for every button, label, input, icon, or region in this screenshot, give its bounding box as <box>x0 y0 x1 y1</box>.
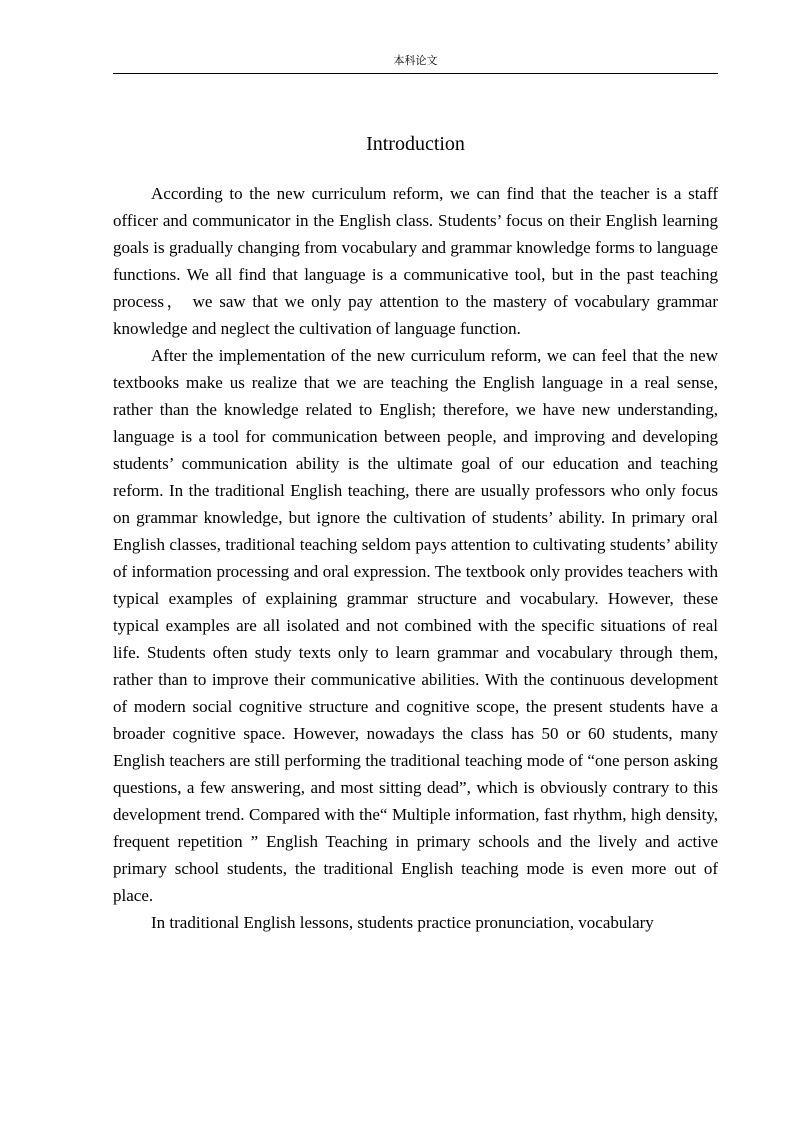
running-header: 本科论文 <box>393 54 438 67</box>
section-title: Introduction <box>366 133 465 155</box>
body-text <box>113 180 718 936</box>
header-rule <box>113 73 718 74</box>
paragraph-3: In traditional English lessons, students practice pronunciation, vocabulary <box>151 913 654 932</box>
paragraph-2: After the implementation of the new curriculum reform, we can feel that the new textbooks make us realize that we are teaching the English language in a real sense, rather than the knowledge related to English; therefore, we have new understanding, language is a tool for communication between people, and improving and developing students’ communication ability is the ultimate goal of our education and teaching reform. In the traditional English teaching, there are usually professors who only focus on grammar knowledge, but ignore the cultivation of students’ ability. In primary oral English classes, traditional teaching seldom pays attention to cultivating students’ ability of information processing and oral expression. The textbook only provides teachers with typical examples of explaining grammar structure and vocabulary. However, these typical examples are all isolated and not combined with the specific situations of real life. Students often study texts only to learn grammar and vocabulary through them, rather than to improve their communicative abilities. With the continuous development of modern social cognitive structure and cognitive scope, the present students have a broader cognitive space. However, nowadays the class has 50 or 60 students, many English teachers are still performing the traditional teaching mode of “one person asking questions, a few answering, and most sitting dead”, which is obviously contrary to this development trend. Compared with the“ Multiple information, fast rhythm, high density, frequent repetition ” English Teaching in primary schools and the lively and active primary school students, the traditional English teaching mode is even more out of place. <box>113 346 718 905</box>
paragraph-1: According to the new curriculum reform, we can find that the teacher is a staff officer and communicator in the English class. Students’ focus on their English learning goals is gradually changing from vocabulary and grammar knowledge forms to language functions. We all find that language is a communicative tool, but in the past teaching process， we saw that we only pay attention to the mastery of vocabulary grammar knowledge and neglect the cultivation of language function. <box>113 184 718 338</box>
